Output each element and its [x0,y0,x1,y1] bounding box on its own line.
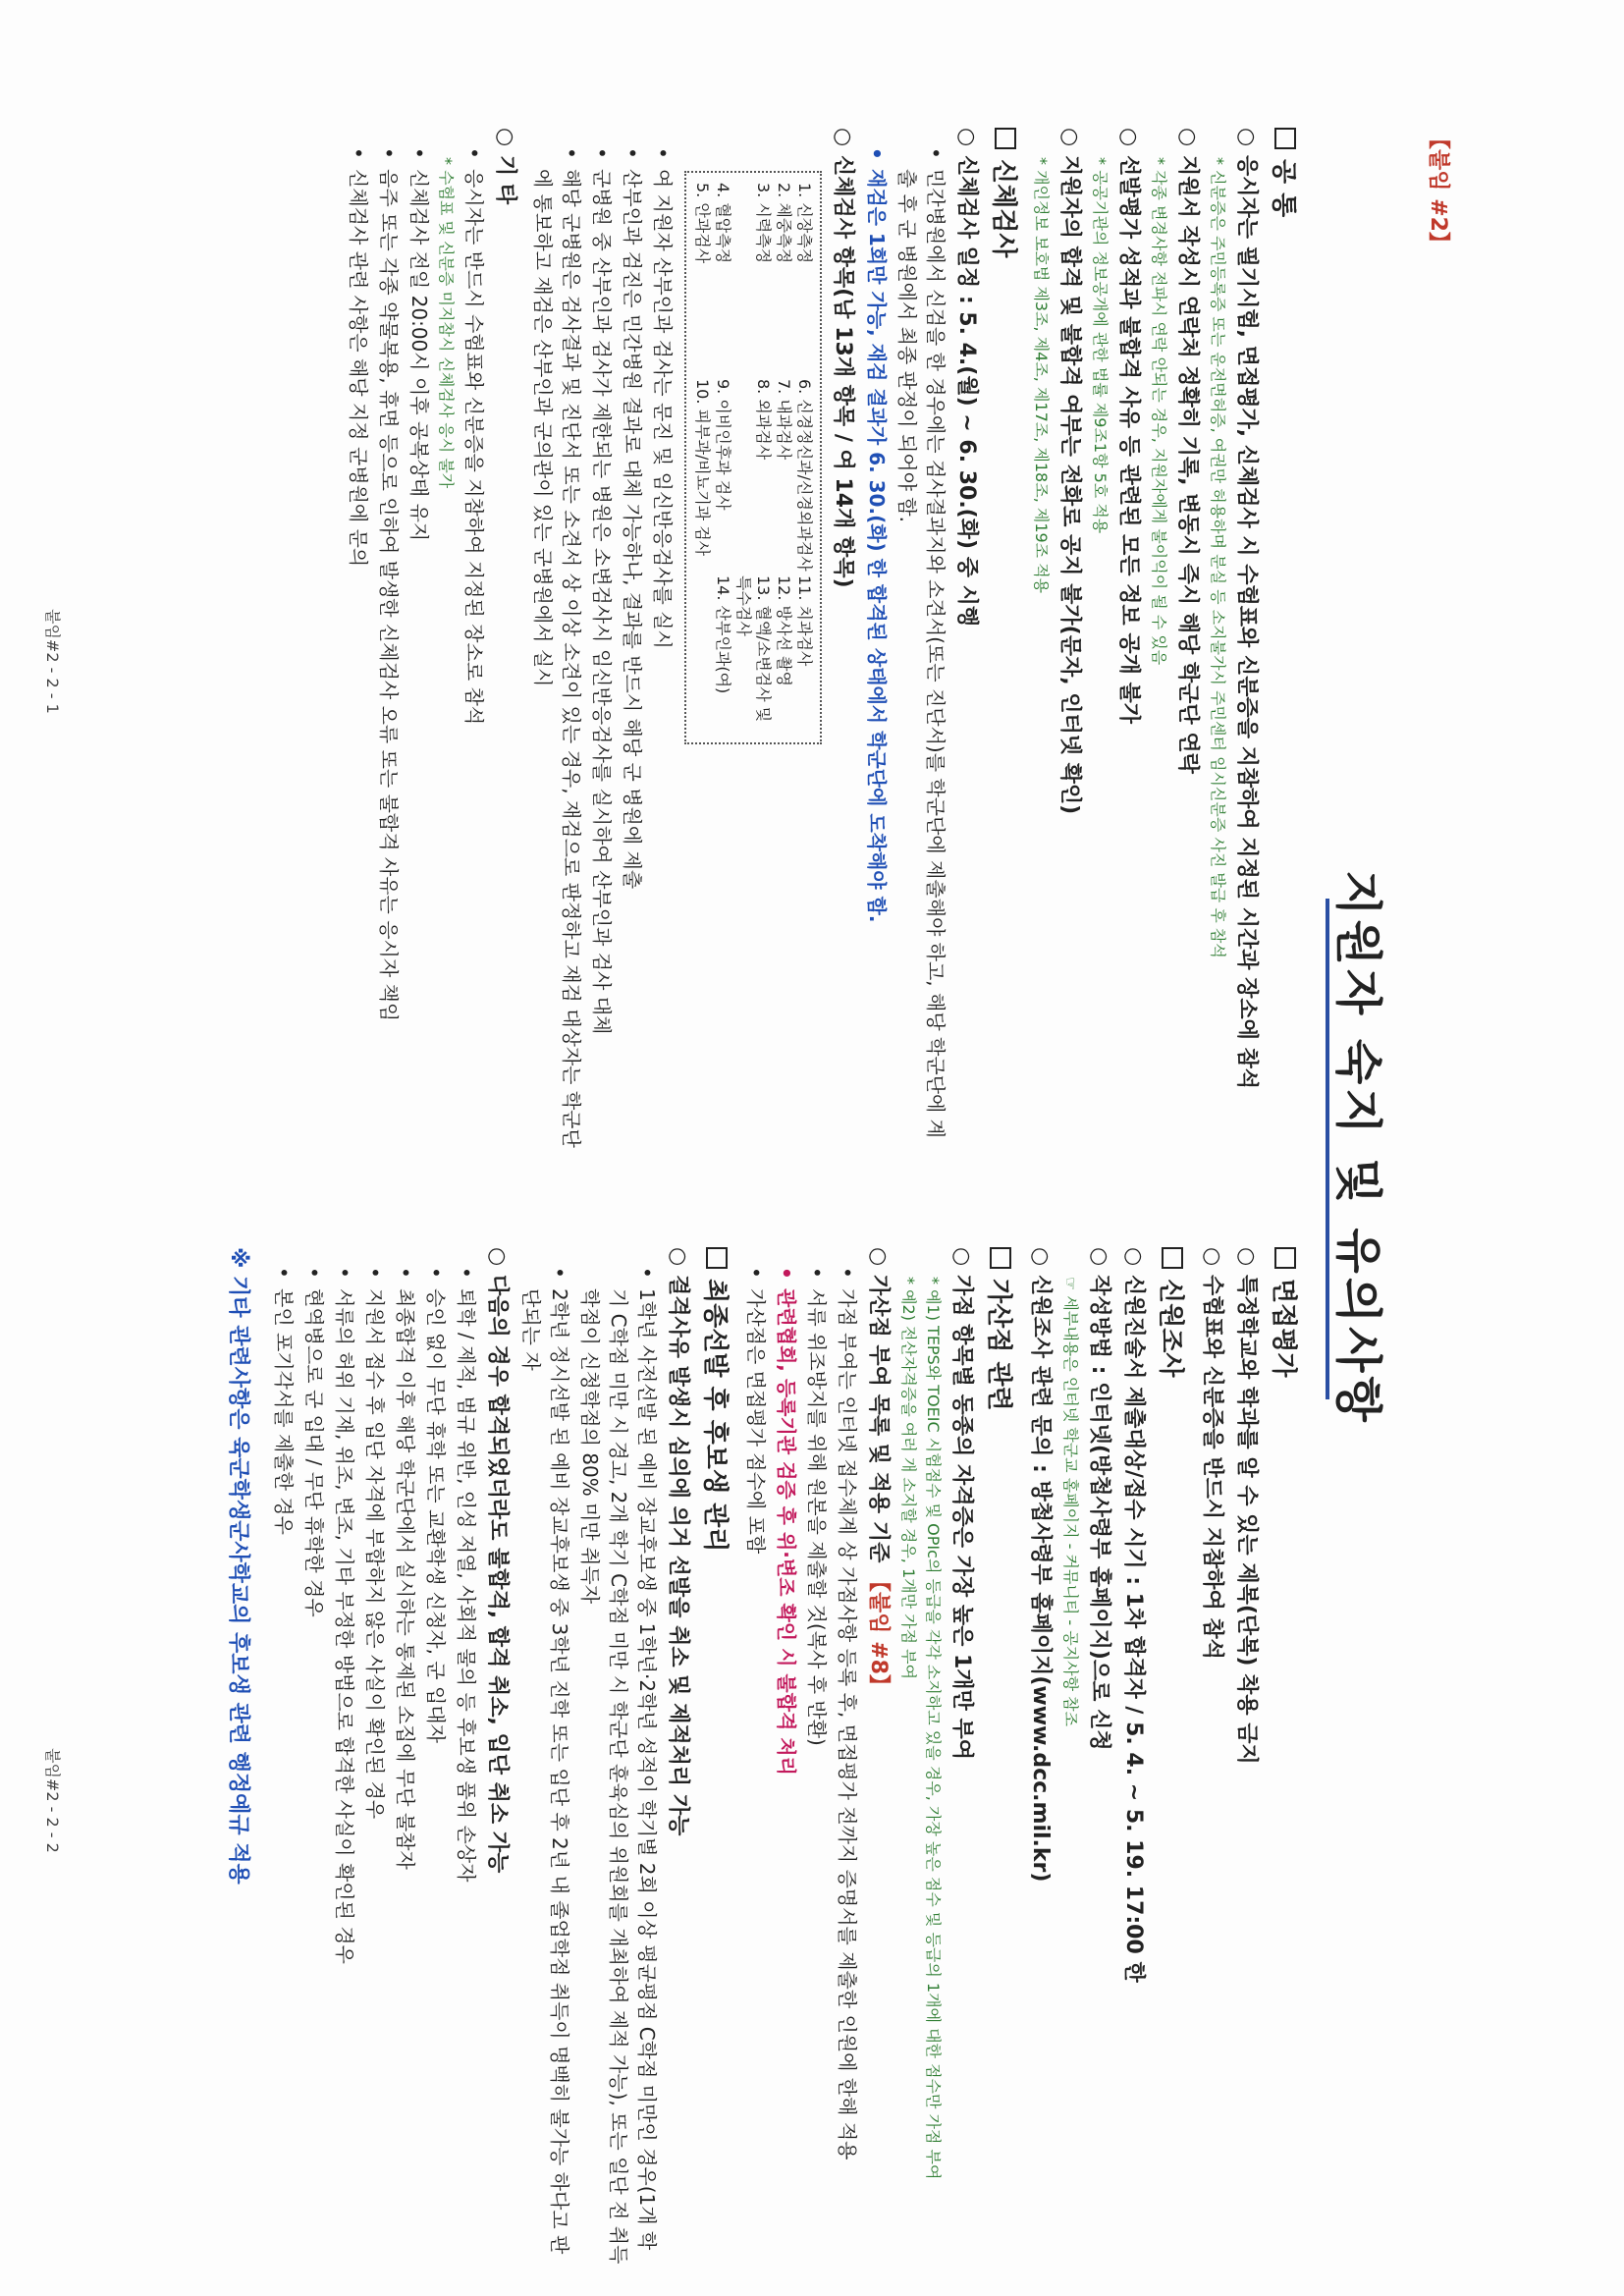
list-item: ○신체검사 일정 : 5. 4.(월) ~ 6. 30.(화) 중 시행 [954,128,979,628]
exam-item: 11. 치과검사 [795,575,814,667]
sub-item: •본인 포기각서를 제출한 경우 [272,1267,296,1535]
note: * 각종 변경사항 전파시 연락 안되는 경우, 지원자에게 불이익이 될 수 있음 [1150,157,1168,666]
left-column [342,128,1310,1149]
section-other: ○기 타 [493,128,517,205]
section-background-check: 신원조사 [1155,1247,1191,2269]
exam-item: 7. 내과검사 [775,379,793,461]
exam-items-box [684,171,822,744]
sub-item: •여 지원자 산부인과 검사는 문진 및 임신반응검사를 실시 [651,147,675,649]
note: * 공공기관의 정보공개에 관한 법률 제9조1항 5호 적용 [1091,157,1110,534]
sub-item: •퇴학 / 제적, 범규 위반, 인성 저열, 사회적 물의 등 후보생 품위 손상자 [455,1267,478,1883]
sub-item: •신체검사 관련 사항은 해당 지정 군병원에 문의 [347,147,370,568]
section-physical-exam: 신체검사 [988,128,1024,1149]
exam-item: 3. 시력측정 [754,183,773,264]
final-note: ※ 기타 관련사항은 육군학생군사학교의 후보생 관련 행정예규 적용 [226,1247,250,1885]
page-footer-right: 붙임#2 - 2 - 2 [43,1748,62,1853]
note: * 수험표 및 신분증 미지참시 신체검사 응시 불가 [437,157,456,489]
checkbox-square-icon [1274,1247,1296,1269]
page-footer-left: 붙임#2 - 2 - 1 [43,609,62,714]
sub-item: •음주 또는 각종 약물복용, 휴면 등으로 인하여 발생한 신체검사 오류 또는 불합격 사유는 응시자 책임 [377,147,401,1022]
note: * 예2) 전산자격증을 여러 개 소지할 경우, 1개만 가점 부여 [899,1277,918,1680]
checkbox-square-icon [995,128,1016,149]
section-interview: 면접평가 [1268,1247,1304,2269]
exam-item [692,575,712,723]
sub-item-highlight: •재검은 1회만 가능, 재검 결과가 6. 30.(화) 한 합격된 상태에서 학군단에 도착해야 함. [865,147,889,923]
exam-item: 2. 체중측정 [775,183,793,264]
checkbox-square-icon [990,1247,1011,1269]
checkbox-square-icon [706,1247,728,1269]
sub-item: •군병원 중 산부인과 검사가 제한되는 병원은 소변검사시 임신반응검사를 실시하여 산부인과 검사 대체 [590,147,614,1035]
sub-item: •현역병으로 군 입대 / 무단 휴학한 경우 [302,1267,326,1617]
sub-item: •해당 군병원은 검사결과 및 진단서 또는 소견서 상 이상 소견이 있는 경우, 재검으로 판정하고 재검 대상자는 학군단에 통보하고 재검은 산부인과 군의관이 있는 군병원에서 실시 [531,147,583,1148]
section-common: 공 통 [1268,128,1304,1149]
checkbox-square-icon [1162,1247,1183,1269]
list-item: ○응시자는 필기시험, 면접평가, 신체검사 시 수험표와 신분증을 지참하여 지정된 시간과 장소에 참석 [1234,128,1259,1090]
note: ☞ 세부내용은 인터넷 학군교 홈페이지 - 커뮤니티 - 공지사항 참조 [1061,1277,1080,1727]
list-item: ○신원진술서 제출대상/접수 시기 : 1차 합격자 / 5. 4. ~ 5. 19. 17:00 한 [1121,1247,1146,1983]
exam-item: 12. 방사선 촬영 [775,575,793,686]
sub-item: •신체검사 전일 20:00시 이후 공복상태 유지 [407,147,431,542]
page-title: 지원자 숙지 및 유의사항 [1330,870,1385,1426]
sub-item: •산부인과 검진은 민간병원 결과로 대체 가능하나, 결과를 반드시 해당 군 병원에 제출 [621,147,644,890]
list-item: ○선발평가 성적과 불합격 사유 등 관련된 모든 정보 공개 불가 [1116,128,1141,724]
sub-item: •최종합격 이후 해당 학군단에서 실시하는 통제된 소집에 무단 불참자 [394,1267,417,1870]
exam-item: 8. 외과검사 [754,379,773,461]
list-item: ○신원조사 관련 문의 : 방첩사령부 홈페이지(www.dcc.mil.kr) [1028,1247,1053,1883]
attachment-ref: 【붙임 #8】 [866,1570,891,1696]
sub-item: •서류의 허위 기재, 위조, 변조, 기타 부정한 방법으로 합격한 사실이 확인된 경우 [333,1267,356,1964]
checkbox-square-icon [1274,128,1296,149]
exam-item: 13. 혈액/소변검사 및 특수검사 [734,575,773,723]
list-item: ○작성방법 : 인터넷(방첩사령부 홈페이지)으로 신청 [1087,1247,1111,1751]
list-item: ○수험표와 신분증을 반드시 지참하여 참석 [1200,1247,1224,1660]
exam-item: 4. 혈압측정 [714,183,732,264]
list-item: ○지원자의 합격 및 불합격 여부는 전화로 공지 불가(문자, 인터넷 확인) [1057,128,1082,815]
note: * 예1) TEPS와 TOEIC 시험점수 및 OPIc의 등급을 각각 소지하고 있을 경우, 가장 높은 점수 및 등급의 1개에 대한 점수만 가점 부여 [924,1277,943,2180]
sub-item: •지원서 접수 후 입단 자격에 부합하지 않은 사실이 확인된 경우 [363,1267,387,1820]
sub-item: •승인 없이 무단 휴학 또는 교환학생 신청자, 군 입대자 [424,1267,448,1743]
list-item: ○특정학교와 학과를 알 수 있는 제복(단복) 착용 금지 [1234,1247,1259,1765]
section-candidate-management: 최종선발 후 후보생 관리 [699,1247,735,2269]
note: * 개인정보 보호법 제3조, 제4조, 제17조, 제18조, 제19조 적용 [1032,157,1051,594]
sub-item-highlight: •관련협회, 등록기관 검증 후 위·변조 확인 시 불합격 처리 [775,1267,798,1776]
list-item: ○가산점 부여 목록 및 적용 기준 【붙임 #8】 [866,1247,891,1696]
section-bonus-points: 가산점 관련 [983,1247,1019,2269]
sub-item: •1학년 사전선발 된 예비 장교후보생 중 1학년·2학년 성적이 학기별 2회 이상 평균평점 C학점 미만인 경우(1개 학기 C학점 미만 시 경고, 2개 학기 C학점 미만 시 학군단 훈육심의 위원회를 개최하여 제적 가능), 또는 일단 전 취득학점이 신청학점의 80% 미만 취득자 [578,1267,659,2265]
note: * 신분증은 주민등록증 또는 운전면허증, 여권만 허용하며 분실 등 소지불가시 주민센터 임시신분증 사진 발급 후 참석 [1209,157,1227,958]
sub-item: •가산점은 면접평가 점수에 포함 [744,1267,768,1555]
attachment-tag: 【붙임 #2】 [1426,128,1450,253]
exam-item: 1. 신장측정 [795,183,814,264]
list-item: ○다음의 경우 합격되었더라도 불합격, 합격 취소, 입단 취소 가능 [485,1247,510,1874]
title-underline [1326,899,1329,1399]
exam-item: 9. 이비인후과 검사 [714,379,732,511]
sub-item: •민간병원에서 신검을 한 경우에는 검사결과지와 소견서(또는 진단서)를 학군단에 제출해야 하고, 해당 학군단에 계출 후 군 병원에서 최종 판정이 되어야 함. [895,147,947,1138]
sub-item: •서류 위조방지를 위해 원본을 제출할 것(복사 후 반환) [805,1267,829,1746]
list-item: ○가점 항목별 동종의 자격증은 가장 높은 1개만 부여 [949,1247,974,1760]
sub-item: •응시자는 반드시 수험표와 신분증을 지참하여 지정된 장소로 참석 [462,147,486,726]
sub-item: •2학년 정시선발 된 예비 장교후보생 중 3학년 진학 또는 입단 후 2년 내 졸업학점 취득이 명백히 불가능 하다고 판단되는 자 [519,1267,571,2255]
exam-item: 6. 신경정신과/신경외과검사 [795,379,814,572]
list-item: ○지원서 작성시 연락처 정확히 기록, 변동시 즉시 해당 학군단 연락 [1175,128,1200,774]
right-column [225,1247,1310,2269]
list-item: ○신체검사 항목(남 13개 항목 / 여 14개 항목) [831,128,855,588]
list-item: ○결격사유 발생시 심의에 의거 선발을 취소 및 제적처리 가능 [666,1247,690,1836]
exam-item: 5. 안과검사 [693,183,712,264]
exam-item: 10. 피부과/비뇨기과 검사 [693,379,712,557]
exam-item: 14. 산부인과(여) [714,575,732,694]
sub-item: •가점 부여는 인터넷 접수체계 상 가점사항 등록 후, 면접평가 전까지 증명서를 제출한 인원에 한해 적용 [836,1267,859,2160]
